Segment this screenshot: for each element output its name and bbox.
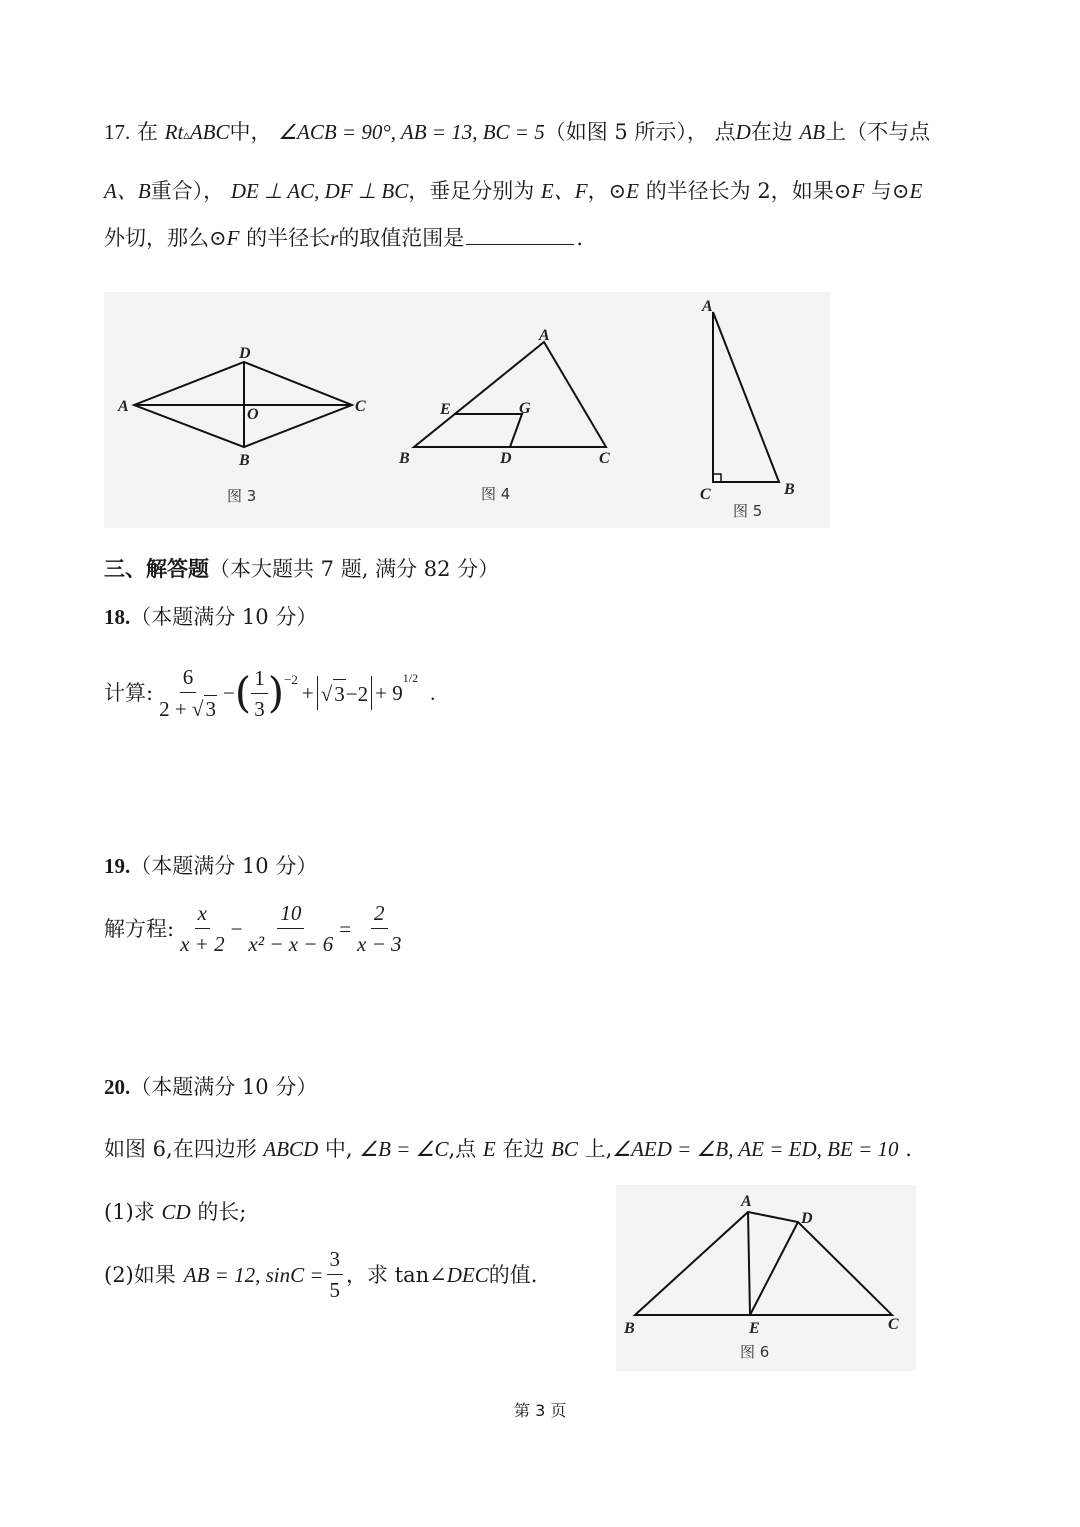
q17-text: ，⊙ — [587, 179, 627, 203]
q19-number: 19. — [104, 854, 131, 878]
q20-condition-3: AB = 12, sinC = — [183, 1262, 324, 1287]
q19-f2-denominator: x² − x − 6 — [248, 932, 334, 956]
q17-condition: ∠ACB = 90°, AB = 13, BC = 5 — [278, 120, 545, 144]
q20-part2 — [104, 1246, 537, 1303]
q20-bc: BC — [551, 1137, 578, 1161]
q17-r: r — [330, 226, 339, 250]
fig4-triangle — [414, 342, 606, 447]
section3-title: 三、解答题 — [104, 556, 209, 581]
fig5-label: A — [702, 298, 713, 315]
fig6-label: C — [888, 1316, 899, 1333]
figure-6 — [616, 1185, 916, 1371]
fig4-parallelogram — [454, 414, 522, 447]
q20-text: ，求 tan∠ — [346, 1262, 447, 1287]
q18-f2-numerator: 1 — [251, 665, 268, 694]
q17-text: 中， — [229, 120, 272, 144]
q20-text: 的长; — [197, 1200, 247, 1224]
q18-abs-radicand: 3 — [333, 679, 346, 708]
q17-text: 的半径长为 2，如果⊙ — [645, 179, 852, 203]
q17-answer-blank[interactable] — [466, 224, 574, 245]
q18-f1-radicand: 3 — [205, 697, 216, 721]
q18-prefix: 计算: — [104, 681, 154, 705]
fig4-label: B — [399, 450, 410, 467]
q17-text: 与⊙ — [870, 179, 910, 203]
q19-fraction-1 — [177, 900, 228, 957]
fig4-label: A — [539, 327, 550, 344]
q17-text: 的取值范围是 — [338, 226, 465, 250]
q19-f3-numerator: 2 — [371, 900, 388, 929]
q17-line1 — [104, 118, 930, 150]
q18-abs-bar-left — [317, 676, 318, 710]
fig3-label: D — [239, 345, 251, 362]
q18-abs-rest: −2 — [345, 681, 369, 706]
q17-rt: Rt — [164, 120, 184, 144]
fig5-right-angle — [713, 474, 721, 482]
q20-text: 中, — [324, 1137, 353, 1161]
fig5-label: C — [700, 486, 711, 503]
fig4-label: G — [519, 400, 531, 417]
q20-e: E — [482, 1137, 496, 1161]
q20-text: 的值. — [488, 1262, 538, 1287]
q20-abcd: ABCD — [263, 1137, 319, 1161]
q17-perpendicular: DE ⊥ AC, DF ⊥ BC — [230, 179, 409, 203]
q20-score: （本题满分 10 分） — [130, 1075, 318, 1099]
q20-condition-2: ∠AED = ∠B, AE = ED, BE = 10 — [612, 1137, 899, 1161]
q17-line2 — [104, 177, 922, 205]
fig6-label: B — [624, 1320, 635, 1337]
q20-sin-denominator: 5 — [329, 1278, 341, 1302]
q19-f2-numerator: 10 — [277, 900, 304, 929]
fig6-segment-ae — [748, 1212, 750, 1315]
fig5-caption: 图 5 — [733, 502, 763, 520]
q17-text: （如图 5 所示）， — [544, 120, 708, 144]
page-number: 第 3 页 — [514, 1401, 567, 1420]
fig5-label: B — [784, 481, 795, 498]
q17-f: F — [226, 226, 240, 250]
section3-note: （本大题共 7 题, 满分 82 分） — [209, 557, 500, 581]
q19-fraction-2 — [245, 900, 336, 957]
q20-cd: CD — [161, 1200, 191, 1224]
figure-4 — [398, 327, 610, 467]
q17-ab-points: A、B — [104, 179, 151, 203]
fig6-quadrilateral — [635, 1212, 892, 1315]
q17-text: 的半径长 — [246, 226, 331, 250]
q18-fraction-2 — [251, 665, 268, 722]
fig6-label: A — [741, 1193, 752, 1210]
fig4-label: D — [500, 450, 512, 467]
figures-row — [104, 292, 830, 528]
q19-equals: = — [339, 916, 352, 941]
q19-f3-denominator: x − 3 — [357, 932, 402, 956]
fig4-label: E — [440, 401, 451, 418]
q20-text: 在边 — [502, 1137, 545, 1161]
fig5-triangle — [713, 312, 779, 482]
q17-ab: AB — [799, 120, 826, 144]
figure-5 — [700, 298, 795, 503]
fig6-caption: 图 6 — [740, 1343, 770, 1361]
figure-3 — [117, 345, 366, 469]
q18-f2-denominator: 3 — [254, 696, 265, 721]
q18-expression: 计算: $\frac{6}{2 + √3}$ − ( $\frac{1}{3}$ ) −2 + √3−2 + 9 1/2 . — [104, 665, 436, 721]
q18-number: 18. — [104, 605, 131, 629]
fig3-label: O — [247, 406, 259, 423]
q18-exponent: −2 — [284, 672, 298, 687]
q18-abs-bar-right — [371, 676, 372, 710]
q17-triangle-symbol: ▵ — [183, 128, 190, 143]
q18-f1-numerator: 6 — [180, 664, 197, 693]
q17-abc: ABC — [189, 120, 230, 144]
q20-heading — [104, 1073, 317, 1101]
fig3-label: C — [355, 398, 366, 415]
q17-e: E — [626, 179, 639, 203]
q17-ef: E、F — [540, 179, 588, 203]
fig6-label: D — [801, 1210, 813, 1227]
q20-number: 20. — [104, 1075, 131, 1099]
fig3-caption: 图 3 — [227, 487, 257, 505]
fig6-segment-de — [750, 1222, 798, 1315]
q18-period: . — [430, 681, 436, 705]
q20-line1 — [104, 1135, 912, 1163]
q17-line3 — [104, 224, 583, 252]
q17-text: 重合）， — [150, 179, 225, 203]
fig6-label: E — [749, 1320, 760, 1337]
q20-sin-fraction — [327, 1246, 344, 1303]
q18-paren-open: ( — [234, 668, 252, 717]
q17-text: 在 — [136, 120, 158, 144]
q20-part1 — [104, 1198, 246, 1226]
q18-exponent-half: 1/2 — [402, 671, 419, 685]
q17-text: ，垂足分别为 — [408, 179, 535, 203]
q17-text: . — [576, 226, 583, 250]
q19-score: （本题满分 10 分） — [130, 854, 318, 878]
fig3-label: B — [239, 452, 250, 469]
section3-heading — [104, 555, 499, 583]
q18-heading — [104, 603, 317, 631]
q20-sin-numerator: 3 — [327, 1246, 344, 1275]
q20-text: ,点 — [448, 1137, 477, 1161]
fig4-caption: 图 4 — [481, 485, 511, 503]
q17-e: E — [909, 179, 923, 203]
q19-equation — [104, 900, 408, 957]
q17-text: 上（不与点 — [825, 120, 931, 144]
q17-point-d: D — [735, 120, 751, 144]
q17-number: 17. — [104, 120, 131, 144]
q20-condition-1: ∠B = ∠C — [359, 1137, 449, 1161]
q20-text: 上, — [584, 1137, 613, 1161]
q19-f1-numerator: x — [195, 900, 210, 929]
q18-plus-nine: + 9 — [375, 681, 403, 705]
q19-minus: − — [230, 916, 243, 941]
q18-f1-denominator: 2 + — [159, 697, 192, 721]
q19-prefix: 解方程: — [104, 916, 175, 941]
q18-score: （本题满分 10 分） — [130, 605, 318, 629]
q18-minus: − — [222, 681, 235, 705]
q17-text: 在边 — [750, 120, 793, 144]
q18-plus: + — [301, 681, 314, 705]
q20-text: (1)求 — [104, 1200, 155, 1224]
q17-text: 点 — [714, 120, 736, 144]
q19-heading — [104, 852, 317, 880]
q20-dec: DEC — [446, 1262, 489, 1287]
q19-fraction-3 — [354, 900, 405, 957]
q18-paren-close: ) — [267, 668, 285, 717]
fig3-label: A — [118, 398, 129, 415]
fig4-label: C — [599, 450, 610, 467]
q19-f1-denominator: x + 2 — [180, 932, 225, 956]
q20-text: 如图 6,在四边形 — [104, 1137, 257, 1161]
figures-svg — [104, 292, 830, 528]
q17-text: 外切，那么⊙ — [104, 226, 227, 250]
q17-f: F — [851, 179, 865, 203]
q20-text: (2)如果 — [104, 1262, 176, 1287]
q20-text: . — [905, 1137, 912, 1161]
q18-fraction-1: $\frac{6}{2 + √3}$ — [159, 665, 216, 721]
